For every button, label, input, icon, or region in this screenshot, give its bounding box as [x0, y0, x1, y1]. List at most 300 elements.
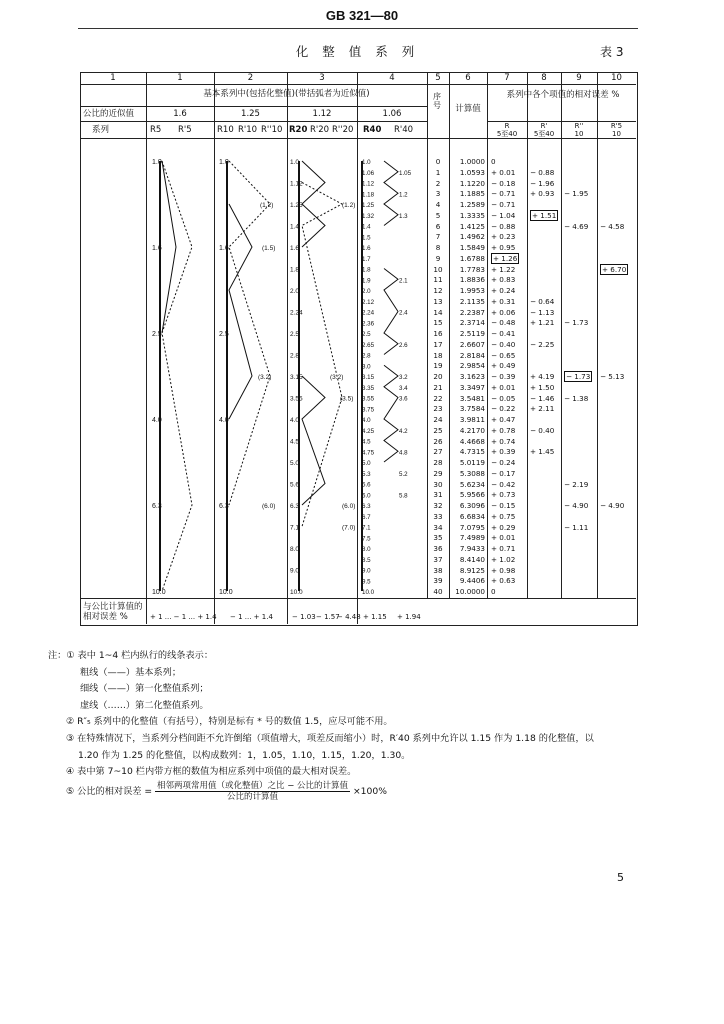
error-7-value: + 0.31 [491, 296, 516, 306]
error-10-value [600, 179, 640, 190]
row-number: 21 [433, 382, 443, 392]
colnum-5: 5 [435, 73, 441, 83]
c2-second-line [229, 161, 270, 505]
err-sub-10: R'5 10 [610, 122, 623, 138]
c2-value: 1.6 [219, 245, 229, 252]
error-9-value [564, 415, 604, 426]
note-5-fraction [155, 781, 350, 802]
c4-value: 5.3 [362, 470, 371, 478]
error-10-value [600, 275, 640, 286]
error-8-value: + 1.21 [530, 318, 555, 328]
error-9-value [564, 372, 604, 383]
error-7-value: + 0.01 [491, 167, 516, 177]
c3-value: 1.6 [290, 245, 300, 252]
calc-value: 7.0795 [459, 522, 485, 532]
row-number: 34 [433, 522, 443, 532]
c4-value: 1.32 [362, 212, 375, 220]
colnum-9: 9 [576, 73, 582, 83]
footer-label-2: 相对误差 % [83, 612, 128, 622]
footer-c3-a: − 1.03 [292, 613, 316, 621]
error-10-value [600, 437, 640, 448]
error-8-value: + 1.50 [530, 382, 555, 392]
error-7-value: − 0.71 [491, 189, 516, 199]
c4-value: 1.8 [362, 266, 371, 274]
error-7-value: − 0.05 [491, 393, 516, 403]
error-7-value: − 0.48 [491, 318, 516, 328]
error-7-value: + 0.95 [491, 243, 516, 252]
calc-value: 5.6234 [459, 479, 485, 489]
row-number: 10 [433, 264, 443, 274]
row-number: 17 [433, 339, 443, 349]
error-9-value [564, 587, 604, 598]
error-9-value [564, 211, 604, 222]
row-number: 35 [433, 533, 443, 543]
colnum-6: 6 [465, 73, 471, 83]
row-number: 5 [435, 210, 441, 220]
row-number: 7 [435, 232, 441, 242]
c4-value: 2.65 [362, 341, 375, 349]
error-9-value-max: − 1.73 [566, 372, 591, 381]
error-7-value: + 0.06 [491, 307, 516, 317]
rule-c7 [487, 72, 488, 598]
calc-value: 5.3088 [459, 468, 485, 478]
row-number: 8 [435, 243, 441, 252]
series-table [80, 72, 640, 625]
c4-right-value: 4.2 [399, 427, 408, 435]
error-7-value: − 0.17 [491, 468, 516, 478]
error-9-value [564, 383, 604, 394]
calc-value: 2.5119 [459, 329, 485, 338]
row-number: 39 [433, 576, 443, 586]
row-number: 9 [435, 253, 441, 263]
error-7-value: + 0.63 [491, 576, 516, 586]
c3-value: 3.15 [290, 374, 303, 381]
calc-value-column [445, 157, 485, 598]
ratio-c1: 1.6 [173, 109, 187, 119]
error-7-value: + 0.73 [491, 490, 516, 500]
c4-value: 2.12 [362, 298, 375, 306]
c2-paren: (1.5) [262, 245, 276, 252]
calc-value: 7.4989 [459, 533, 485, 543]
series-c4-a: R40 [363, 125, 382, 135]
c3-value: 10.0 [290, 589, 303, 596]
c4-value: 2.8 [362, 352, 371, 360]
c4-value: 4.75 [362, 449, 375, 457]
series-c3-c: R''20 [332, 125, 354, 135]
note-5 [48, 781, 688, 802]
c3-value: 2.24 [290, 309, 303, 317]
footer-c3-c: − 4.48 [337, 613, 361, 621]
error-10-value [600, 189, 640, 200]
calc-value: 1.3335 [459, 210, 485, 220]
c3-value: 4.0 [290, 417, 300, 424]
c4-right-value: 2.4 [399, 309, 408, 317]
page-number: 5 [617, 871, 624, 884]
calc-value: 1.4962 [459, 232, 485, 242]
c4-value: 8.5 [362, 556, 371, 564]
c4-value: 3.0 [362, 363, 371, 371]
table-label: 表 3 [600, 45, 624, 59]
error-9-value [564, 576, 604, 587]
note-1-line-1: 粗线（——）基本系列； [80, 666, 182, 678]
error-8-value: − 0.40 [530, 425, 555, 435]
error-7-value: + 0.23 [491, 232, 516, 242]
error-10-value [600, 329, 640, 340]
err-sub-8: R' 5至40 [533, 122, 555, 138]
c4-value: 5.6 [362, 481, 371, 489]
calc-value: 9.4406 [459, 576, 485, 586]
error-8-value: − 2.25 [530, 339, 555, 349]
error-9-value [564, 555, 604, 566]
c3-value: 7.1 [290, 524, 300, 532]
error-9-value [564, 447, 604, 458]
error-8-value: + 1.45 [530, 447, 555, 457]
error-9-value [564, 254, 604, 265]
colnum-label: 1 [110, 73, 116, 83]
row-number: 36 [433, 544, 443, 553]
row-number: 15 [433, 318, 443, 328]
note-5-lead: ⑤ 公比的相对误差 = [66, 785, 153, 797]
row-number: 16 [433, 329, 443, 338]
c3-value: 9.0 [290, 567, 300, 575]
error-9-value [564, 157, 604, 168]
c4-value: 2.0 [362, 288, 371, 295]
c4-value: 6.3 [362, 503, 371, 510]
error-7-value: + 1.02 [491, 554, 516, 564]
calc-value: 3.3497 [459, 382, 485, 392]
c3-first-line-b [302, 376, 325, 505]
colnum-3: 3 [319, 73, 325, 83]
error-9-value: − 1.73 [564, 318, 589, 328]
error-7-value: + 1.22 [491, 264, 516, 274]
error-7-value: − 0.88 [491, 221, 516, 231]
colnum-2: 2 [247, 73, 254, 83]
c4-value: 3.35 [362, 384, 375, 392]
colnum-8: 8 [541, 73, 547, 83]
error-9-value: − 4.69 [564, 221, 589, 231]
calc-value: 3.7584 [459, 404, 485, 414]
page-title: 化整值系列 [295, 44, 429, 59]
row-number: 0 [435, 157, 441, 166]
note-3b: 1.20 作为 1.25 的化整值，以构成数列：1，1.05，1.10，1.15，1.20，1.30。 [78, 749, 411, 761]
c4-right-value: 5.8 [399, 492, 408, 500]
note-3a: ③ 在特殊情况下，当系列分档间距不允许倒缩（项值增大，项差反而缩小）时，R′40 系列中允许以 1.15 作为 1.18 的化整值，以 [66, 732, 594, 744]
series-c2-b: R'10 [238, 125, 258, 135]
c1-second-line [162, 161, 192, 591]
error-10-value [600, 426, 640, 437]
c4-value: 3.55 [362, 395, 375, 403]
note-2: ② R″₅ 系列中的化整值（有括号），特别是标有 * 号的数值 1.5，应尽可能不用。 [66, 716, 393, 728]
error-9-value [564, 275, 604, 286]
row-number: 38 [433, 565, 443, 575]
c3-value: 1.8 [290, 266, 300, 274]
c3-value: 5.0 [290, 460, 300, 467]
row-number: 30 [433, 479, 443, 489]
error-col-7 [491, 157, 531, 598]
error-10-value [600, 469, 640, 480]
error-8-value: − 1.46 [530, 393, 555, 403]
c4-right-value: 2.1 [399, 277, 408, 285]
series-c4-b: R'40 [394, 125, 414, 135]
c1-value: 6.3 [152, 503, 162, 510]
error-col-9 [564, 157, 604, 598]
row-number: 2 [435, 178, 441, 188]
c1-value: 2.5 [152, 331, 162, 338]
c2-paren: (3.2) [258, 374, 272, 381]
row-number: 40 [433, 587, 443, 596]
c4-right-value: 2.6 [399, 341, 408, 349]
c2-value: 2.5 [219, 331, 229, 338]
row-number: 33 [433, 511, 443, 521]
no-label: 序号 [433, 92, 441, 110]
c4-value: 1.25 [362, 202, 375, 209]
note-4: ④ 表中第 7~10 栏内带方框的数值为相应系列中项值的最大相对误差。 [66, 766, 357, 778]
error-7-value: 0 [491, 157, 496, 166]
calc-value: 8.4140 [459, 554, 485, 564]
error-7-value: − 0.18 [491, 178, 516, 188]
c3-value: 2.8 [290, 352, 300, 360]
c4-value: 1.6 [362, 245, 371, 252]
c3-value: 4.5 [290, 438, 300, 446]
row-number: 4 [435, 200, 441, 209]
series-c3-b: R'20 [310, 125, 330, 135]
error-7-value: − 0.22 [491, 404, 516, 414]
c3-value: 1.25 [290, 202, 303, 209]
error-10-value [600, 458, 640, 469]
error-10-value [600, 232, 640, 243]
error-10-value [600, 576, 640, 587]
c4-first-line-b [384, 269, 398, 355]
row-number: 13 [433, 296, 443, 306]
error-10-value [600, 211, 640, 222]
error-10-value [600, 157, 640, 168]
calc-value: 4.2170 [459, 425, 485, 435]
error-7-value: + 0.29 [491, 522, 516, 532]
note-5-numerator: 相邻两项常用值（或化整值）之比 − 公比的计算值 [157, 780, 349, 791]
c4-value: 2.5 [362, 331, 371, 338]
error-7-value: + 0.39 [491, 447, 516, 457]
calc-value: 1.1220 [459, 178, 485, 188]
c4-value: 1.0 [362, 159, 371, 166]
calc-value: 1.5849 [459, 243, 485, 252]
calc-value: 8.9125 [459, 565, 485, 575]
calc-value: 2.8184 [459, 350, 485, 360]
error-8-value: + 4.19 [530, 372, 555, 381]
c1-value: 1.6 [152, 245, 162, 252]
error-10-value [600, 544, 640, 555]
calc-value: 1.0593 [459, 167, 485, 177]
error-9-value [564, 351, 604, 362]
series-c1-a: R5 [150, 125, 162, 135]
calc-value: 4.7315 [459, 447, 485, 457]
c4-first-line-c [384, 365, 398, 462]
error-7-value: + 0.01 [491, 382, 516, 392]
c1-value: 10.0 [152, 589, 166, 596]
row-number: 24 [433, 415, 443, 424]
footer-label-1: 与公比计算值的 [83, 602, 143, 612]
error-7-value: − 0.24 [491, 458, 516, 467]
c3-value: 3.55 [290, 395, 303, 403]
error-10-value [600, 587, 640, 598]
error-9-value: − 2.19 [564, 479, 589, 489]
c4-value: 9.0 [362, 567, 371, 575]
error-10-value: − 4.90 [600, 501, 625, 510]
calc-value: 2.6607 [459, 339, 485, 349]
row-number: 27 [433, 447, 443, 457]
error-9-value [564, 243, 604, 254]
error-9-value [564, 469, 604, 480]
calc-value: 1.6788 [459, 253, 485, 263]
calc-value: 7.9433 [459, 544, 485, 553]
row-number: 23 [433, 404, 443, 414]
c4-value: 1.7 [362, 255, 371, 263]
error-10-value [600, 168, 640, 179]
error-9-value [564, 308, 604, 319]
error-7-value: − 1.04 [491, 210, 516, 220]
c2-value: 10.0 [219, 589, 233, 596]
error-9-value [564, 329, 604, 340]
row-number: 32 [433, 501, 443, 510]
calc-value: 6.6834 [459, 511, 485, 521]
row-number: 6 [435, 221, 441, 231]
error-10-value [600, 447, 640, 458]
error-10-value [600, 566, 640, 577]
c3-value: 6.3 [290, 503, 300, 510]
c3-value: 2.5 [290, 331, 300, 338]
calc-value: 1.0000 [459, 157, 485, 166]
error-10-value [600, 308, 640, 319]
error-8-value: − 1.13 [530, 307, 555, 317]
standard-code: GB 321—80 [325, 8, 399, 23]
note-1-line-2: 细线（——）第一化整值系列； [80, 683, 209, 695]
error-7-value: + 0.49 [491, 361, 516, 371]
row-number: 20 [433, 372, 443, 381]
error-7-value: + 0.78 [491, 425, 516, 435]
error-8-value: + 2.11 [530, 404, 555, 414]
c4-first-line [384, 161, 398, 226]
error-9-value [564, 286, 604, 297]
err-sub-7: R 5至40 [496, 122, 518, 138]
error-9-value [564, 297, 604, 308]
c2-value: 1.0 [219, 159, 229, 166]
calc-value: 1.1885 [459, 189, 485, 199]
row-number: 3 [435, 189, 441, 199]
row-number: 11 [433, 275, 443, 285]
error-10-value [600, 523, 640, 534]
error-9-value [564, 265, 604, 276]
c3-paren: (6.0) [342, 503, 356, 510]
error-10-value [600, 512, 640, 523]
colnum-4: 4 [389, 73, 395, 83]
row-number: 29 [433, 468, 443, 478]
c4-value: 4.5 [362, 438, 371, 446]
error-9-value: − 1.95 [564, 189, 589, 199]
header-rule [78, 28, 638, 29]
calc-value: 5.9566 [459, 490, 485, 500]
c1-value: 1.0 [152, 159, 162, 166]
error-10-value [600, 533, 640, 544]
error-7-value: − 0.15 [491, 501, 516, 510]
footer-c2: − 1 ... + 1.4 [230, 613, 273, 621]
c3-paren: (7.0) [342, 524, 356, 532]
error-7-value-max: + 1.26 [493, 253, 518, 263]
error-10-value [600, 297, 640, 308]
c3-paren: (1.2) [342, 202, 356, 209]
error-7-value: − 0.42 [491, 479, 516, 489]
note-1-line-3: 虚线（……）第二化整值系列。 [80, 699, 209, 711]
error-9-value [564, 566, 604, 577]
note-1-lead: 注：① 表中 1~4 栏内纵行的线条表示： [48, 650, 214, 661]
footer-c4-a: + 1.15 [363, 613, 387, 621]
calc-value: 1.7783 [459, 264, 485, 274]
c4-value: 6.0 [362, 492, 371, 500]
row-number: 25 [433, 425, 443, 435]
error-10-value [600, 394, 640, 405]
c3-first-line [302, 161, 325, 247]
c3-value: 1.4 [290, 223, 300, 231]
error-10-value [600, 361, 640, 372]
error-10-value-max: + 6.70 [602, 264, 627, 274]
error-9-value: − 1.11 [564, 522, 589, 532]
row-number: 18 [433, 350, 443, 360]
error-7-value: + 0.24 [491, 286, 516, 295]
row-number: 14 [433, 307, 443, 317]
c3-value: 1.12 [290, 180, 303, 188]
calc-value: 1.9953 [459, 286, 485, 295]
series-c2-a: R10 [217, 125, 234, 135]
calc-label: 计算值 [455, 104, 481, 114]
error-9-value [564, 426, 604, 437]
error-7-value: + 0.47 [491, 415, 516, 424]
c4-right-value: 3.6 [399, 395, 408, 403]
error-9-value [564, 340, 604, 351]
error-10-value [600, 200, 640, 211]
footer-c3-b: − 1.57 [316, 613, 340, 621]
error-7-value: + 0.83 [491, 275, 516, 285]
error-10-value [600, 265, 640, 276]
calc-value: 3.1623 [459, 372, 485, 381]
error-7-value: − 0.71 [491, 200, 516, 209]
error-10-value [600, 480, 640, 491]
calc-value: 1.2589 [459, 200, 485, 209]
note-5-tail: ×100% [352, 785, 387, 797]
footer-c1: + 1 ... − 1 ... + 1.4 [150, 613, 217, 621]
c2-first-line [229, 204, 252, 419]
error-8-value: − 0.88 [530, 167, 555, 177]
c4-value: 10.0 [362, 589, 375, 596]
calc-value: 6.3096 [459, 501, 485, 510]
row-number: 28 [433, 458, 443, 467]
c3-value: 1.0 [290, 159, 300, 166]
error-8-value: − 1.96 [530, 178, 555, 188]
error-10-value: − 5.13 [600, 372, 625, 381]
c2-paren: (1.2) [260, 202, 274, 209]
error-7-value: + 0.74 [491, 436, 516, 446]
colnum-1: 1 [177, 73, 183, 83]
c2-value: 4.0 [219, 417, 229, 424]
c4-right-value: 1.3 [399, 212, 408, 220]
error-8-value: + 0.93 [530, 189, 555, 199]
c4-value: 1.9 [362, 277, 371, 285]
error-8-value: − 0.64 [530, 296, 555, 306]
row-number: 1 [435, 167, 441, 177]
error-9-value: − 4.90 [564, 501, 589, 510]
ratio-c3: 1.12 [312, 109, 332, 119]
calc-value: 2.3714 [459, 318, 485, 328]
c4-value: 1.5 [362, 234, 371, 242]
row-number: 19 [433, 361, 443, 371]
error-7-value: + 0.71 [491, 544, 516, 553]
